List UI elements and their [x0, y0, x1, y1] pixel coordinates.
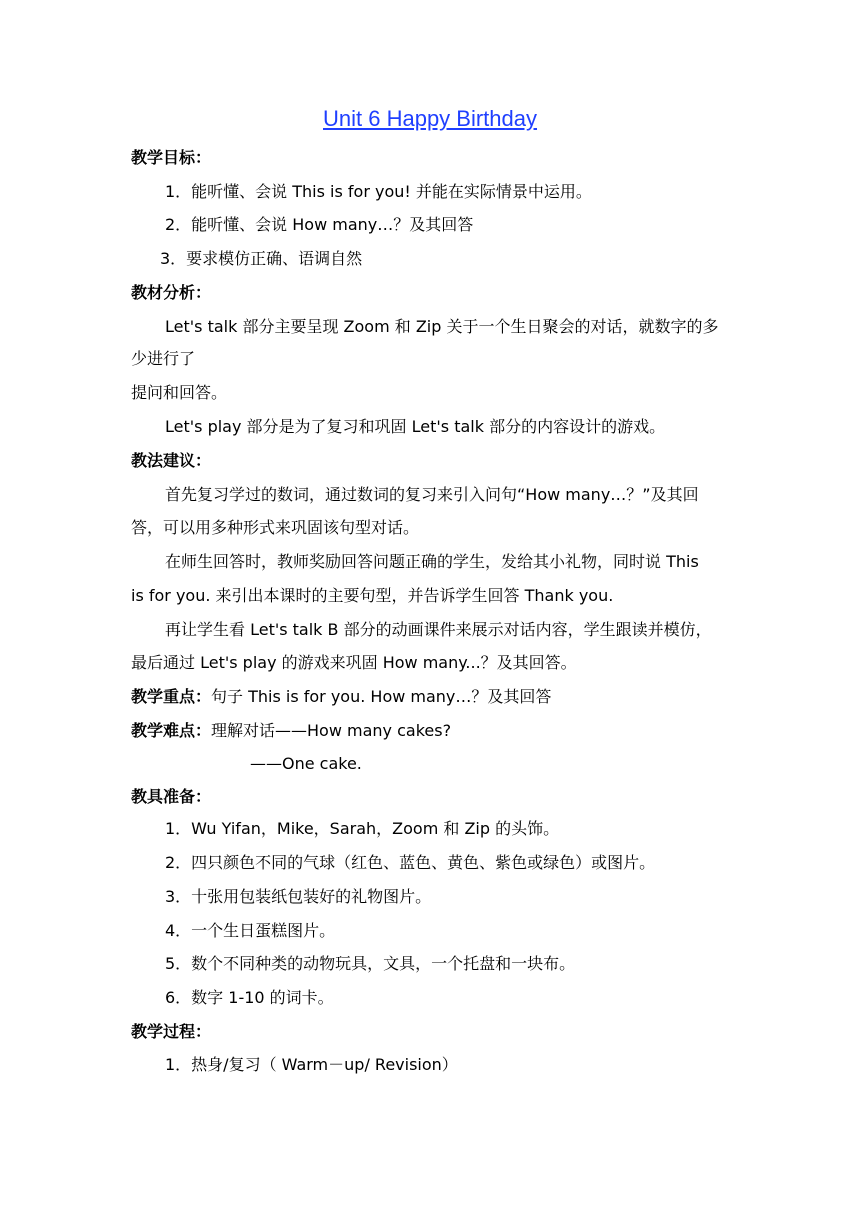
preparation-item-2: 2．四只颜色不同的气球（红色、蓝色、黄色、紫色或绿色）或图片。: [165, 853, 656, 872]
suggestions-paragraph-2-line-2: is for you. 来引出本课时的主要句型，并告诉学生回答 Thank you.: [131, 586, 614, 605]
suggestions-paragraph-1-line-2: 答，可以用多种形式来巩固该句型对话。: [131, 518, 420, 537]
process-heading: 教学过程：: [131, 1022, 212, 1041]
analysis-heading: 教材分析：: [131, 283, 212, 302]
analysis-paragraph-1-line-1: Let's talk 部分主要呈现 Zoom 和 Zip 关于一个生日聚会的对话，就数字的多: [165, 317, 719, 336]
document-title[interactable]: Unit 6 Happy Birthday: [323, 106, 537, 131]
preparation-item-5: 5．数个不同种类的动物玩具，文具，一个托盘和一块布。: [165, 954, 576, 973]
analysis-paragraph-1-line-3: 提问和回答。: [131, 383, 228, 402]
key-points-label: 教学重点：: [131, 687, 212, 706]
key-points-line: [131, 686, 551, 708]
goal-item-2: 2．能听懂、会说 How many…？及其回答: [165, 215, 474, 234]
goal-item-3: 3．要求模仿正确、语调自然: [160, 249, 363, 268]
preparation-heading: 教具准备：: [131, 787, 212, 806]
key-points-text: 句子 This is for you. How many…？及其回答: [211, 687, 552, 706]
suggestions-paragraph-1-line-1: 首先复习学过的数词，通过数词的复习来引入问句“How many…？”及其回: [165, 485, 699, 504]
difficulties-text: 理解对话——How many cakes?: [211, 721, 452, 740]
goals-heading: 教学目标：: [131, 148, 212, 167]
analysis-paragraph-1-line-2: 少进行了: [131, 349, 196, 368]
suggestions-paragraph-3-line-2: 最后通过 Let's play 的游戏来巩固 How many...？及其回答。: [131, 653, 577, 672]
difficulties-answer: ——One cake.: [250, 754, 362, 773]
preparation-item-1: 1．Wu Yifan，Mike，Sarah，Zoom 和 Zip 的头饰。: [165, 819, 560, 838]
goal-item-1: 1．能听懂、会说 This is for you! 并能在实际情景中运用。: [165, 182, 592, 201]
preparation-item-4: 4．一个生日蛋糕图片。: [165, 921, 336, 940]
preparation-item-6: 6．数字 1-10 的词卡。: [165, 988, 334, 1007]
suggestions-paragraph-3-line-1: 再让学生看 Let's talk B 部分的动画课件来展示对话内容，学生跟读并模仿，: [165, 620, 712, 639]
difficulties-line: [131, 720, 451, 742]
difficulties-label: 教学难点：: [131, 721, 212, 740]
analysis-paragraph-2: Let's play 部分是为了复习和巩固 Let's talk 部分的内容设计的游戏。: [165, 417, 666, 436]
suggestions-heading: 教法建议：: [131, 451, 212, 470]
process-item-1: 1．热身/复习（ Warm－up/ Revision）: [165, 1055, 458, 1074]
preparation-item-3: 3．十张用包装纸包装好的礼物图片。: [165, 887, 432, 906]
suggestions-paragraph-2-line-1: 在师生回答时，教师奖励回答问题正确的学生，发给其小礼物，同时说 This: [165, 552, 699, 571]
